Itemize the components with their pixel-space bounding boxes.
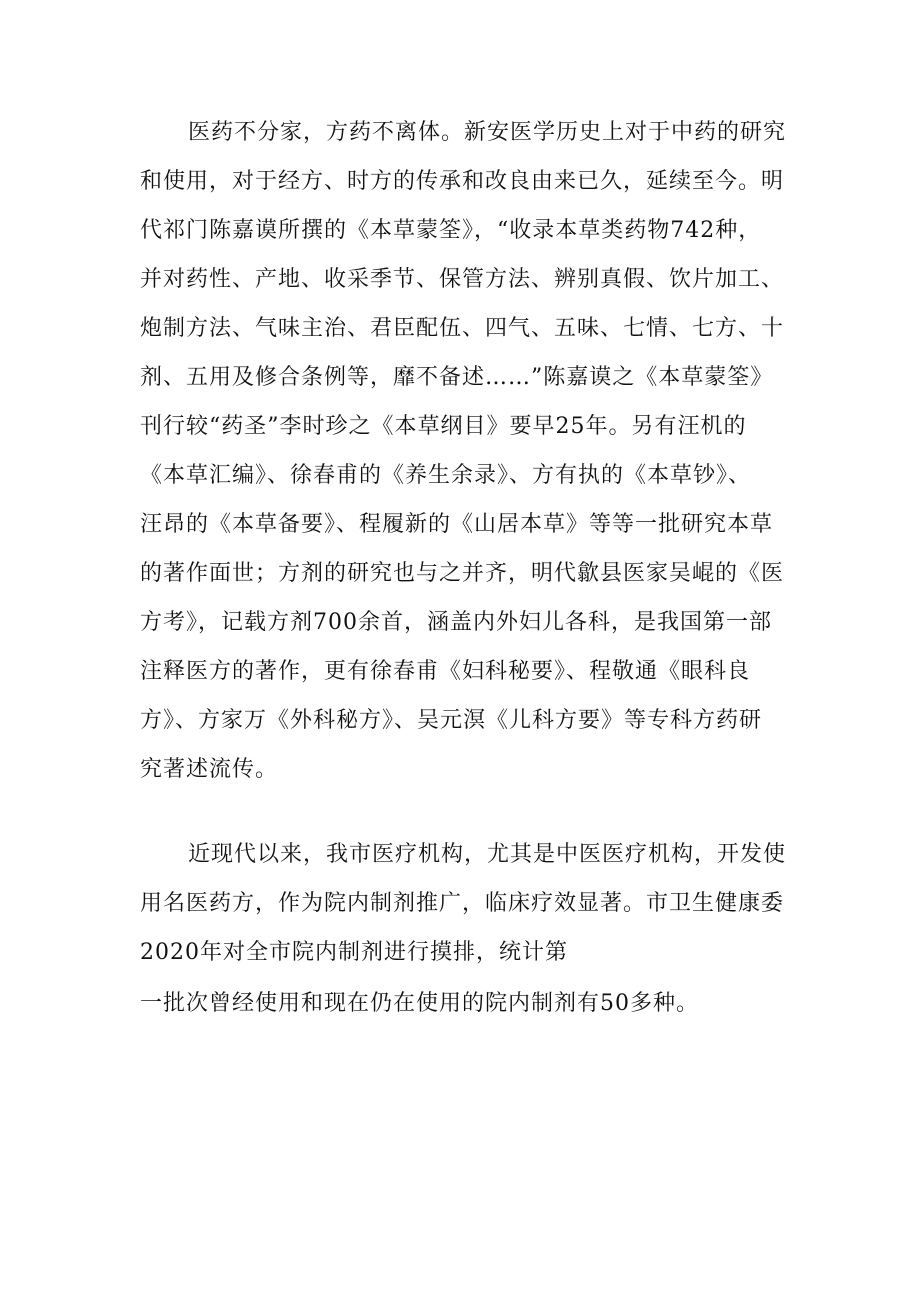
paragraph-line: 的著作面世；方剂的研究也与之并齐，明代歙县医家吴崐的《医 [140,561,785,586]
paragraph-preparation-count [140,979,808,1028]
paragraph-xinan-medicine-history [140,108,808,794]
paragraph-line: 近现代以来，我市医疗机构，尤其是中医医疗机构，开发使 [188,842,787,867]
paragraph-line: 用名医药方，作为院内制剂推广，临床疗效显著。市卫生健康委 [140,891,785,916]
paragraph-line: 一批次曾经使用和现在仍在使用的院内制剂有50多种。 [140,991,699,1016]
paragraph-line: 并对药性、产地、收采季节、保管方法、辨别真假、饮片加工、 [140,267,785,292]
paragraph-line: 方考》，记载方剂700余首，涵盖内外妇儿各科，是我国第一部 [140,610,772,635]
paragraph-line: 剂、五用及修合条例等，靡不备述……”陈嘉谟之《本草蒙筌》 [140,365,774,390]
paragraph-line: 2020年对全市院内制剂进行摸排，统计第 [140,940,568,965]
paragraph-line: 注释医方的著作，更有徐春甫《妇科秘要》、程敬通《眼科良 [140,659,751,684]
paragraph-line: 和使用，对于经方、时方的传承和改良由来已久，延续至今。明 [140,169,785,194]
paragraph-line: 代祁门陈嘉谟所撰的《本草蒙筌》，“收录本草类药物742种， [140,218,762,243]
paragraph-line: 究著述流传。 [140,757,279,782]
paragraph-line: 刊行较“药圣”李时珍之《本草纲目》要早25年。另有汪机的 [140,414,747,439]
paragraph-line: 炮制方法、气味主治、君臣配伍、四气、五味、七情、七方、十 [140,316,785,341]
paragraph-line: 方》、方家万《外科秘方》、吴元溟《儿科方要》等专科方药研 [140,708,763,733]
paragraph-line: 《本草汇编》、徐春甫的《养生余录》、方有执的《本草钞》、 [140,463,752,488]
paragraph-line: 医药不分家，方药不离体。新安医学历史上对于中药的研究 [188,120,787,145]
paragraph-modern-hospital-preparations [140,830,808,977]
paragraph-line: 汪昂的《本草备要》、程履新的《山居本草》等等一批研究本草 [140,512,774,537]
